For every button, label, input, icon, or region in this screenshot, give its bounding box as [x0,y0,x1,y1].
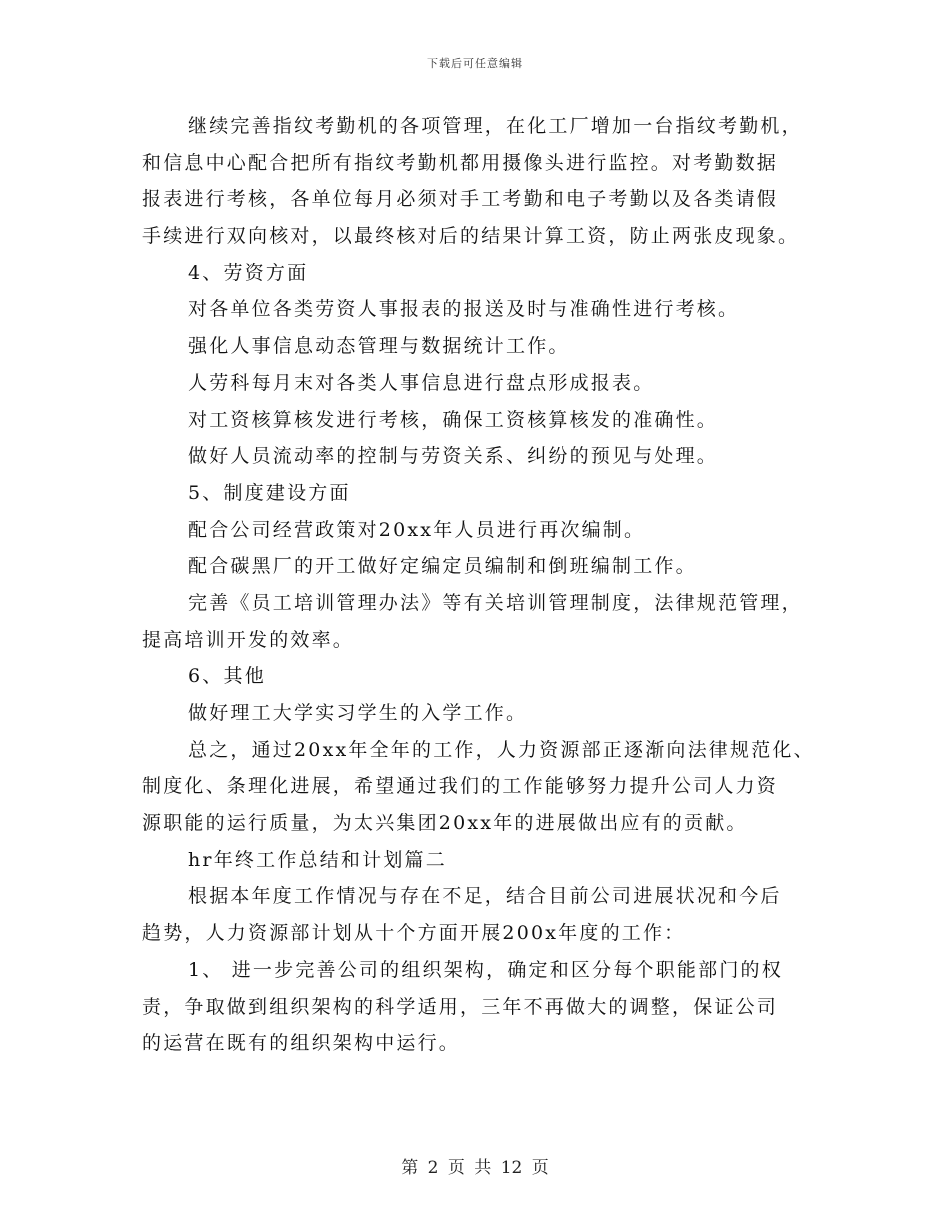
text-line: 6、其他 [188,665,266,688]
text-line: hr年终工作总结和计划篇二 [188,848,447,871]
text-line: 和信息中心配合把所有指纹考勤机都用摄像头进行监控。对考勤数据 [142,151,779,174]
text-line: 趋势，人力资源部计划从十个方面开展200x年度的工作： [142,922,686,945]
text-line: 手续进行双向核对，以最终核对后的结果计算工资，防止两张皮现象。 [142,225,800,248]
text-line: 提高培训开发的效率。 [142,628,355,651]
page-footer: 第 2 页 共 12 页 [401,1158,549,1178]
text-line: 人劳科每月末对各类人事信息进行盘点形成报表。 [188,371,655,394]
text-line: 4、劳资方面 [188,261,309,284]
text-line: 制度化、条理化进展，希望通过我们的工作能够努力提升公司人力资 [142,775,779,798]
text-line: 责，争取做到组织架构的科学适用，三年不再做大的调整，保证公司 [142,995,779,1018]
page-header-note: 下载后可任意编辑 [427,57,523,70]
text-line: 对各单位各类劳资人事报表的报送及时与准确性进行考核。 [188,298,740,321]
text-line: 继续完善指纹考勤机的各项管理，在化工厂增加一台指纹考勤机， [188,115,803,137]
text-line: 做好理工大学实习学生的入学工作。 [188,702,528,724]
text-line: 报表进行考核，各单位每月必须对手工考勤和电子考勤以及各类请假 [142,188,779,211]
text-line: 的运营在既有的组织架构中运行。 [142,1032,461,1055]
text-line: 1、 进一步完善公司的组织架构，确定和区分每个职能部门的权 [188,958,783,981]
text-line: 配合公司经营政策对20xx年人员进行再次编制。 [188,518,646,541]
text-line: 对工资核算核发进行考核，确保工资核算核发的准确性。 [188,408,719,431]
text-line: 强化人事信息动态管理与数据统计工作。 [188,335,570,358]
text-line: 源职能的运行质量，为太兴集团20xx年的进展做出应有的贡献。 [142,812,748,835]
text-line: 配合碳黑厂的开工做好定编定员编制和倒班编制工作。 [188,555,697,578]
text-line: 做好人员流动率的控制与劳资关系、纠纷的预见与处理。 [188,445,719,468]
text-line: 根据本年度工作情况与存在不足，结合目前公司进展状况和今后 [188,885,782,908]
text-line: 完善《员工培训管理办法》等有关培训管理制度，法律规范管理， [188,591,803,614]
text-line: 5、制度建设方面 [188,481,351,504]
document-body [142,108,822,1062]
text-line: 总之，通过20xx年全年的工作，人力资源部正逐渐向法律规范化、 [188,738,815,761]
